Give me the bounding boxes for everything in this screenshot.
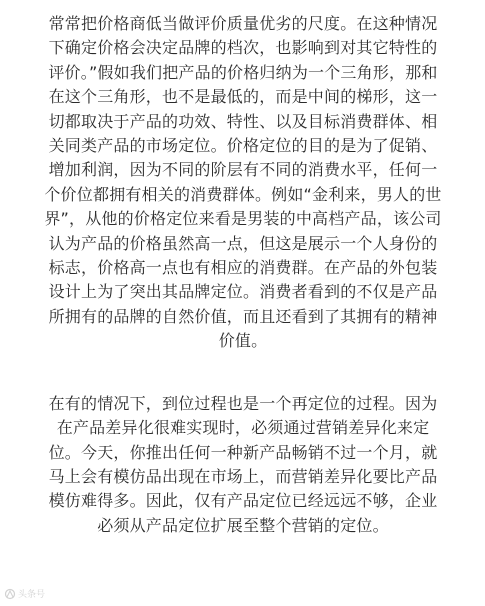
article-body xyxy=(32,12,454,538)
text-line: 常常把价格商低当做评价质量优劣的尺度。在这种情况 xyxy=(48,14,438,33)
paragraph-1 xyxy=(32,12,454,354)
text-line: 在产品差异化很难实现时，必须通过营销差异化来定 xyxy=(56,418,430,438)
text-line: 关同类产品的市场定位。价格定位的目的是为了促销、 xyxy=(48,136,438,156)
text-line: 在这个三角形，也不是最低的，而是中间的梯形，这一 xyxy=(48,87,438,107)
text-line: 下确定价格会决定品牌的档次，也影响到对其它特性的 xyxy=(48,38,438,58)
text-line: 界”，从他的价格定位来看是男装的中高档产品，该公司 xyxy=(44,209,442,229)
text-line: 必须从产品定位扩展至整个营销的定位。 xyxy=(97,515,389,535)
watermark-text: 头条号 xyxy=(18,590,46,600)
text-line: 在有的情况下，到位过程也是一个再定位的过程。因为 xyxy=(48,393,438,413)
text-line: 马上会有模仿品出现在市场上，而营销差异化要比产品 xyxy=(48,466,438,486)
text-line: 增加利润，因为不同的阶层有不同的消费水平，任何一 xyxy=(48,160,438,180)
text-line: 设计上为了突出其品牌定位。消费者看到的不仅是产品 xyxy=(48,282,438,302)
text-line: 模仿难得多。因此，仅有产品定位已经远远不够，企业 xyxy=(48,491,438,511)
text-line: 所拥有的品牌的自然价值，而且还看到了其拥有的精神 xyxy=(48,306,438,326)
text-line: 价值。 xyxy=(218,331,268,351)
paragraph-spacer xyxy=(32,354,454,392)
paragraph-2 xyxy=(32,392,454,538)
text-line: 切都取决于产品的功效、特性、以及目标消费群体、相 xyxy=(48,111,438,131)
text-line: 个价位都拥有相关的消费群体。例如“金利来，男人的世 xyxy=(44,184,442,204)
watermark xyxy=(4,587,45,600)
text-line: 评价。”假如我们把产品的价格归纳为一个三角形，那和 xyxy=(48,62,438,82)
text-line: 认为产品的价格虽然高一点，但这是展示一个人身份的 xyxy=(48,233,438,253)
watermark-logo-icon xyxy=(4,588,16,600)
text-line: 位。今天，你推出任何一种新产品畅销不过一个月，就 xyxy=(48,442,438,462)
text-line: 标志，价格高一点也有相应的消费群。在产品的外包装 xyxy=(48,258,438,278)
